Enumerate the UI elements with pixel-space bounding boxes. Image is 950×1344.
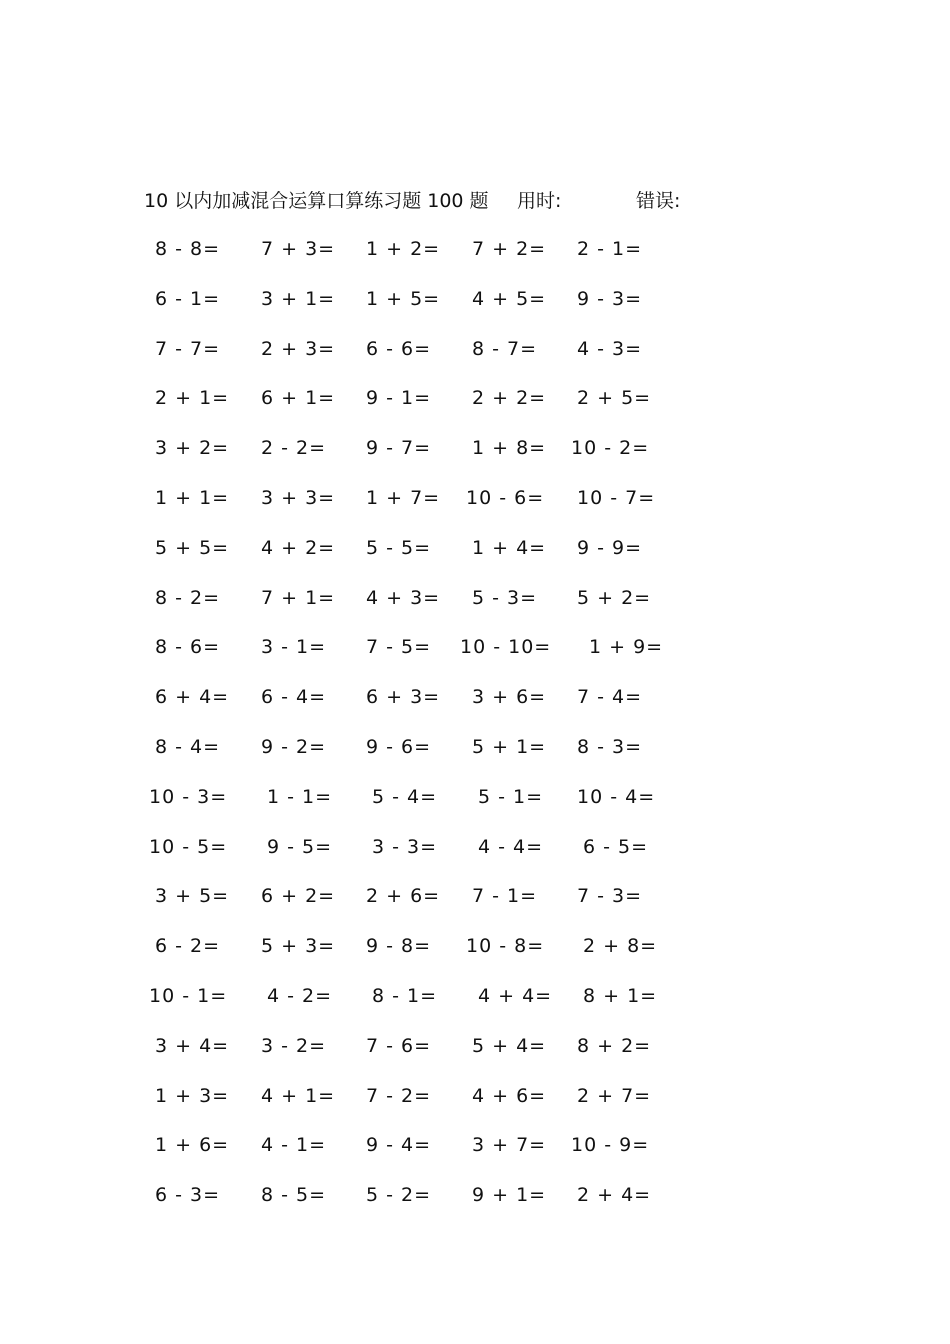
arithmetic-problem: 7 + 2=	[472, 238, 547, 260]
arithmetic-problem: 10 - 7=	[577, 486, 656, 509]
arithmetic-problem: 5 - 2=	[366, 1184, 432, 1207]
arithmetic-problem: 5 - 1=	[478, 785, 544, 808]
arithmetic-problem: 9 - 7=	[366, 437, 432, 460]
arithmetic-problem: 3 - 3=	[372, 835, 438, 858]
arithmetic-problem: 3 + 2=	[155, 437, 230, 460]
arithmetic-problem: 10 - 4=	[577, 785, 656, 808]
arithmetic-problem: 6 - 6=	[366, 337, 432, 360]
arithmetic-problem: 9 - 6=	[366, 735, 432, 758]
arithmetic-problem: 7 - 6=	[366, 1034, 432, 1057]
arithmetic-problem: 6 + 2=	[261, 885, 336, 908]
arithmetic-problem: 5 - 4=	[372, 785, 438, 808]
arithmetic-problem: 4 + 2=	[261, 536, 336, 559]
arithmetic-problem: 6 - 5=	[583, 835, 649, 858]
arithmetic-problem: 2 + 5=	[577, 387, 652, 410]
arithmetic-problem: 9 - 5=	[267, 835, 333, 858]
arithmetic-problem: 4 + 1=	[261, 1084, 336, 1107]
arithmetic-problem: 1 + 6=	[155, 1134, 230, 1157]
arithmetic-problem: 4 + 3=	[366, 586, 441, 609]
arithmetic-problem: 7 - 3=	[577, 885, 643, 908]
arithmetic-problem: 7 + 1=	[261, 586, 336, 609]
arithmetic-problem: 8 - 3=	[577, 735, 643, 758]
arithmetic-problem: 3 + 3=	[261, 486, 336, 509]
arithmetic-problem: 9 - 3=	[577, 287, 643, 310]
arithmetic-problem: 2 - 2=	[261, 437, 327, 460]
arithmetic-problem: 2 + 7=	[577, 1084, 652, 1107]
arithmetic-problem: 1 + 4=	[472, 536, 547, 559]
arithmetic-problem: 8 - 8=	[155, 238, 221, 260]
arithmetic-problem: 1 + 8=	[472, 437, 547, 460]
arithmetic-problem: 8 - 2=	[155, 586, 221, 609]
errors-label: 错误:	[636, 190, 681, 212]
arithmetic-problem: 10 - 10=	[460, 636, 552, 659]
arithmetic-problem: 7 - 7=	[155, 337, 221, 360]
arithmetic-problem: 6 + 4=	[155, 686, 230, 709]
arithmetic-problem: 3 + 7=	[472, 1134, 547, 1157]
arithmetic-problem: 8 - 6=	[155, 636, 221, 659]
arithmetic-problem: 4 + 5=	[472, 287, 547, 310]
arithmetic-problem: 5 + 4=	[472, 1034, 547, 1057]
arithmetic-problem: 8 - 1=	[372, 984, 438, 1007]
arithmetic-problem: 3 - 1=	[261, 636, 327, 659]
arithmetic-problem: 2 + 4=	[577, 1184, 652, 1207]
arithmetic-problem: 5 - 3=	[472, 586, 538, 609]
arithmetic-problem: 6 - 4=	[261, 686, 327, 709]
arithmetic-problem: 2 + 6=	[366, 885, 441, 908]
arithmetic-problem: 10 - 6=	[466, 486, 545, 509]
arithmetic-problem: 10 - 3=	[149, 785, 228, 808]
arithmetic-problem: 6 - 2=	[155, 935, 221, 958]
arithmetic-problem: 3 + 4=	[155, 1034, 230, 1057]
arithmetic-problem: 5 + 1=	[472, 735, 547, 758]
arithmetic-problem: 3 + 1=	[261, 287, 336, 310]
arithmetic-problem: 5 + 3=	[261, 935, 336, 958]
arithmetic-problem: 2 + 1=	[155, 387, 230, 410]
arithmetic-problem: 4 - 3=	[577, 337, 643, 360]
arithmetic-problem: 2 - 1=	[577, 238, 643, 260]
arithmetic-problem: 9 - 4=	[366, 1134, 432, 1157]
arithmetic-problem: 4 + 4=	[478, 984, 553, 1007]
arithmetic-problem: 10 - 5=	[149, 835, 228, 858]
arithmetic-problem: 1 + 1=	[155, 486, 230, 509]
arithmetic-problem: 1 + 9=	[589, 636, 664, 659]
arithmetic-problem: 6 - 3=	[155, 1184, 221, 1207]
arithmetic-problem: 8 + 1=	[583, 984, 658, 1007]
arithmetic-problem: 8 + 2=	[577, 1034, 652, 1057]
arithmetic-problem: 7 - 2=	[366, 1084, 432, 1107]
arithmetic-problem: 9 - 8=	[366, 935, 432, 958]
arithmetic-problem: 7 - 1=	[472, 885, 538, 908]
arithmetic-problem: 9 - 1=	[366, 387, 432, 410]
arithmetic-problem: 8 - 7=	[472, 337, 538, 360]
arithmetic-problem: 9 + 1=	[472, 1184, 547, 1207]
worksheet-title: 10 以内加减混合运算口算练习题 100 题	[144, 190, 489, 212]
arithmetic-problem: 6 + 3=	[366, 686, 441, 709]
arithmetic-problem: 3 + 6=	[472, 686, 547, 709]
arithmetic-problem: 4 - 1=	[261, 1134, 327, 1157]
worksheet-header	[144, 186, 764, 216]
arithmetic-problem: 10 - 9=	[571, 1134, 650, 1157]
arithmetic-problem: 10 - 1=	[149, 984, 228, 1007]
arithmetic-problem: 9 - 2=	[261, 735, 327, 758]
arithmetic-problem: 9 - 9=	[577, 536, 643, 559]
arithmetic-problem: 10 - 2=	[571, 437, 650, 460]
arithmetic-problem: 1 - 1=	[267, 785, 333, 808]
arithmetic-problem: 4 + 6=	[472, 1084, 547, 1107]
arithmetic-problem: 3 + 5=	[155, 885, 230, 908]
arithmetic-problem: 1 + 5=	[366, 287, 441, 310]
arithmetic-problem: 1 + 2=	[366, 238, 441, 260]
arithmetic-problem: 10 - 8=	[466, 935, 545, 958]
arithmetic-problem: 8 - 4=	[155, 735, 221, 758]
arithmetic-problem: 2 + 8=	[583, 935, 658, 958]
arithmetic-problem: 5 - 5=	[366, 536, 432, 559]
arithmetic-problem: 7 + 3=	[261, 238, 336, 260]
arithmetic-problem: 7 - 4=	[577, 686, 643, 709]
arithmetic-problem: 6 - 1=	[155, 287, 221, 310]
arithmetic-problem: 5 + 5=	[155, 536, 230, 559]
arithmetic-problem: 1 + 7=	[366, 486, 441, 509]
time-used-label: 用时:	[517, 190, 562, 212]
arithmetic-problem: 1 + 3=	[155, 1084, 230, 1107]
arithmetic-problem: 6 + 1=	[261, 387, 336, 410]
arithmetic-problem: 2 + 2=	[472, 387, 547, 410]
arithmetic-problem: 3 - 2=	[261, 1034, 327, 1057]
arithmetic-problem: 8 - 5=	[261, 1184, 327, 1207]
arithmetic-problem: 7 - 5=	[366, 636, 432, 659]
arithmetic-problem: 2 + 3=	[261, 337, 336, 360]
arithmetic-problem: 4 - 2=	[267, 984, 333, 1007]
arithmetic-problem: 5 + 2=	[577, 586, 652, 609]
arithmetic-problem: 4 - 4=	[478, 835, 544, 858]
